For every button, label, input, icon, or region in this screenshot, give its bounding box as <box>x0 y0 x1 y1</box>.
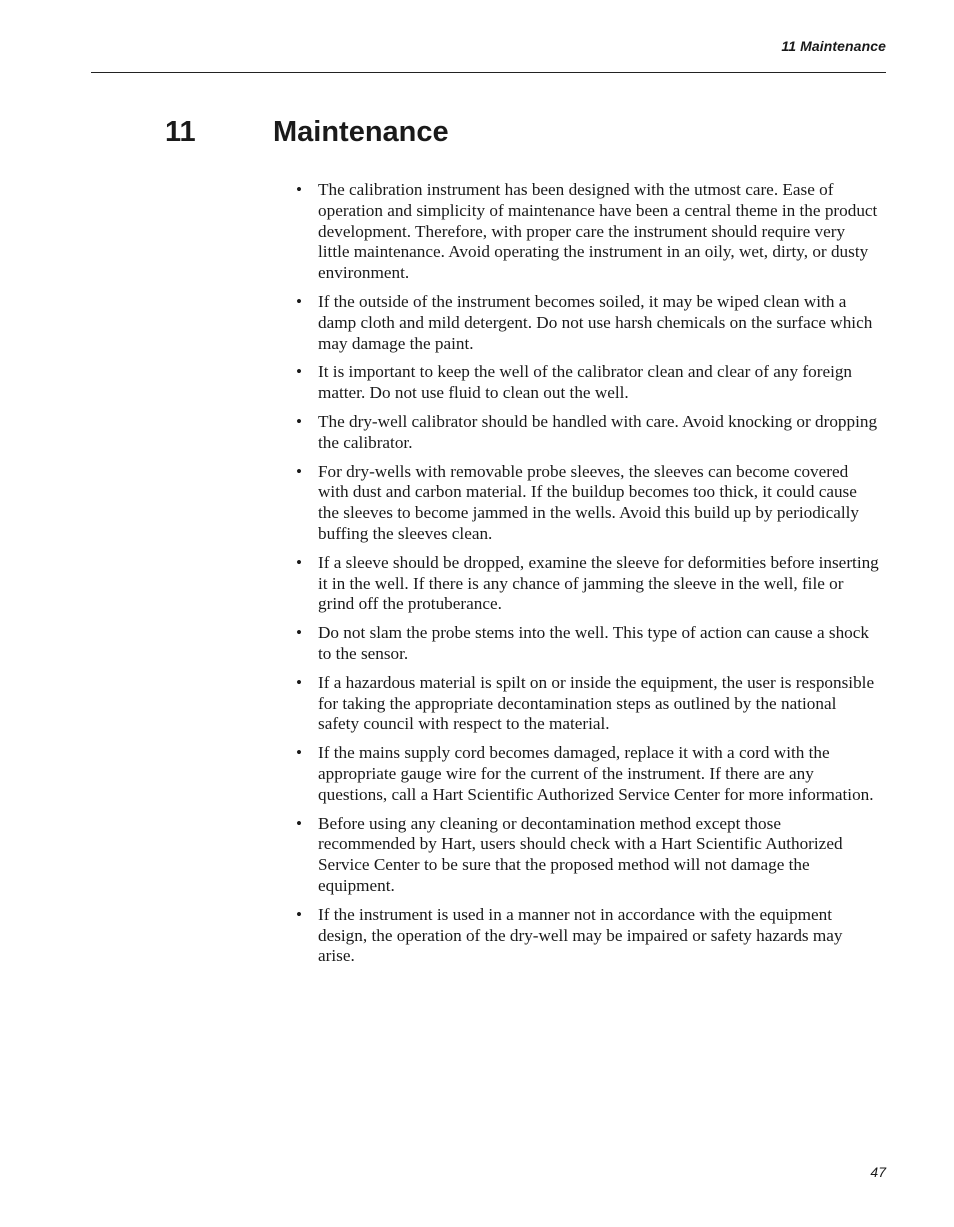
bullet-icon: • <box>296 552 303 572</box>
running-header: 11 Maintenance <box>781 38 886 54</box>
list-item-text: Do not slam the probe stems into the well. This type of action can cause a shock to the sensor. <box>318 623 869 663</box>
list-item <box>296 905 880 967</box>
list-item <box>296 412 880 454</box>
list-item-text: The calibration instrument has been designed with the utmost care. Ease of operation and simplicity of maintenance have been a central theme in the product development. Therefore, with proper care the instrument should require very little maintenance. Avoid operating the instrument in an oily, wet, dirty, or dusty environment. <box>318 180 878 283</box>
list-item <box>296 743 880 805</box>
bullet-icon: • <box>296 623 303 643</box>
list-item-text: Before using any cleaning or decontamination method except those recommended by Hart, users should check with a Hart Scientific Authorized Service Center to be sure that the proposed method will not damage the equipment. <box>318 813 843 895</box>
bullet-icon: • <box>296 743 303 763</box>
chapter-title: Maintenance <box>273 116 449 148</box>
list-item-text: If a sleeve should be dropped, examine the sleeve for deformities before inserting it in the well. If there is any chance of jamming the sleeve in the well, file or grind off the protuberance. <box>318 552 879 614</box>
list-item-text: The dry-well calibrator should be handled with care. Avoid knocking or dropping the calibrator. <box>318 411 878 452</box>
list-item <box>296 292 880 354</box>
header-rule <box>91 72 886 73</box>
page-number: 47 <box>870 1164 886 1180</box>
list-item-text: If the outside of the instrument becomes soiled, it may be wiped clean with a damp cloth and mild detergent. Do not use harsh chemicals on the surface which may damage the paint. <box>318 291 873 353</box>
bullet-icon: • <box>296 291 303 311</box>
maintenance-bullet-list <box>296 180 880 975</box>
bullet-icon: • <box>296 180 303 199</box>
list-item-text: If a hazardous material is spilt on or inside the equipment, the user is responsible for taking the appropriate decontamination steps as outlined by the national safety council with respect to the material. <box>318 672 875 734</box>
chapter-number: 11 <box>165 116 196 148</box>
chapter-heading <box>165 114 449 150</box>
list-item <box>296 362 880 404</box>
bullet-icon: • <box>296 362 303 382</box>
bullet-icon: • <box>296 672 303 692</box>
list-item <box>296 673 880 735</box>
bullet-icon: • <box>296 411 303 431</box>
list-item <box>296 180 880 284</box>
bullet-icon: • <box>296 813 303 833</box>
bullet-icon: • <box>296 461 303 481</box>
list-item-text: If the instrument is used in a manner not in accordance with the equipment design, the operation of the dry-well may be impaired or safety hazards may arise. <box>318 904 843 966</box>
list-item <box>296 623 880 665</box>
list-item-text: If the mains supply cord becomes damaged, replace it with a cord with the appropriate gauge wire for the current of the instrument. If there are any questions, call a Hart Scientific Authorized Service Center for more information. <box>318 743 874 804</box>
list-item-text: For dry-wells with removable probe sleeves, the sleeves can become covered with dust and carbon material. If the buildup becomes too thick, it could cause the sleeves to become jammed in the wells. Avoid this build up by periodically buffing the sleeves clean. <box>318 461 859 543</box>
list-item-text: It is important to keep the well of the calibrator clean and clear of any foreign matter. Do not use fluid to clean out the well. <box>318 362 853 403</box>
list-item <box>296 462 880 545</box>
bullet-icon: • <box>296 904 303 924</box>
list-item <box>296 814 880 897</box>
list-item <box>296 553 880 615</box>
